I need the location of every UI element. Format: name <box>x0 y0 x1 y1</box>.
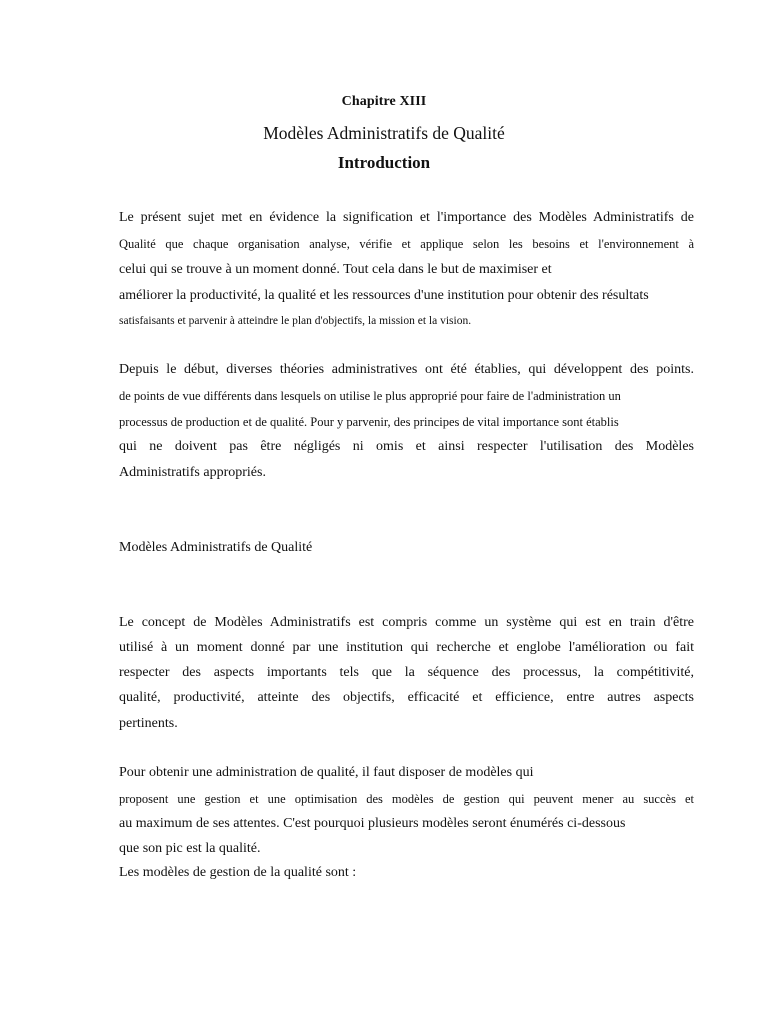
paragraph-1-line-2: Qualité que chaque organisation analyse, vérifie et applique selon les besoins et l'environnement à <box>119 237 694 251</box>
paragraph-2-line-5: Administratifs appropriés. <box>119 465 266 480</box>
paragraph-3-line-2: utilisé à un moment donné par une institution qui recherche et englobe l'amélioration ou fait <box>119 640 694 655</box>
paragraph-1-line-5: satisfaisants et parvenir à atteindre le plan d'objectifs, la mission et la vision. <box>119 315 472 327</box>
document-title: Modèles Administratifs de Qualité <box>263 123 505 143</box>
section-heading: Modèles Administratifs de Qualité <box>119 540 313 555</box>
paragraph-2-line-4: qui ne doivent pas être négligés ni omis et ainsi respecter l'utilisation des Modèles <box>119 439 694 454</box>
paragraph-4-line-4: que son pic est la qualité. <box>119 841 261 856</box>
paragraph-1-line-1: Le présent sujet met en évidence la signification et l'importance des Modèles Administratifs de <box>119 210 694 225</box>
paragraph-1-line-3: celui qui se trouve à un moment donné. Tout cela dans le but de maximiser et <box>119 262 552 277</box>
paragraph-4-line-3: au maximum de ses attentes. C'est pourquoi plusieurs modèles seront énumérés ci-dessous <box>119 816 626 831</box>
paragraph-3-line-1: Le concept de Modèles Administratifs est compris comme un système qui est en train d'être <box>119 615 694 630</box>
paragraph-4-line-5: Les modèles de gestion de la qualité sont : <box>119 865 357 880</box>
paragraph-2-line-3: processus de production et de qualité. Pour y parvenir, des principes de vital importance sont établis <box>119 415 619 429</box>
paragraph-1-line-4: améliorer la productivité, la qualité et les ressources d'une institution pour obtenir des résultats <box>119 288 649 303</box>
paragraph-4-line-2: proposent une gestion et une optimisation des modèles de gestion qui peuvent mener au succès et <box>119 792 694 806</box>
introduction-heading: Introduction <box>337 153 431 172</box>
paragraph-4-line-1: Pour obtenir une administration de qualité, il faut disposer de modèles qui <box>119 765 534 780</box>
paragraph-2-line-2: de points de vue différents dans lesquels on utilise le plus approprié pour faire de l'administration un <box>119 389 621 403</box>
paragraph-3-line-3: respecter des aspects importants tels que la séquence des processus, la compétitivité, <box>119 665 694 680</box>
paragraph-3-line-4: qualité, productivité, atteinte des objectifs, efficacité et efficience, entre autres aspects <box>119 690 694 705</box>
paragraph-2-line-1: Depuis le début, diverses théories administratives ont été établies, qui développent des points. <box>119 362 694 377</box>
chapter-label: Chapitre XIII <box>341 94 427 109</box>
paragraph-3-line-5: pertinents. <box>119 716 178 731</box>
